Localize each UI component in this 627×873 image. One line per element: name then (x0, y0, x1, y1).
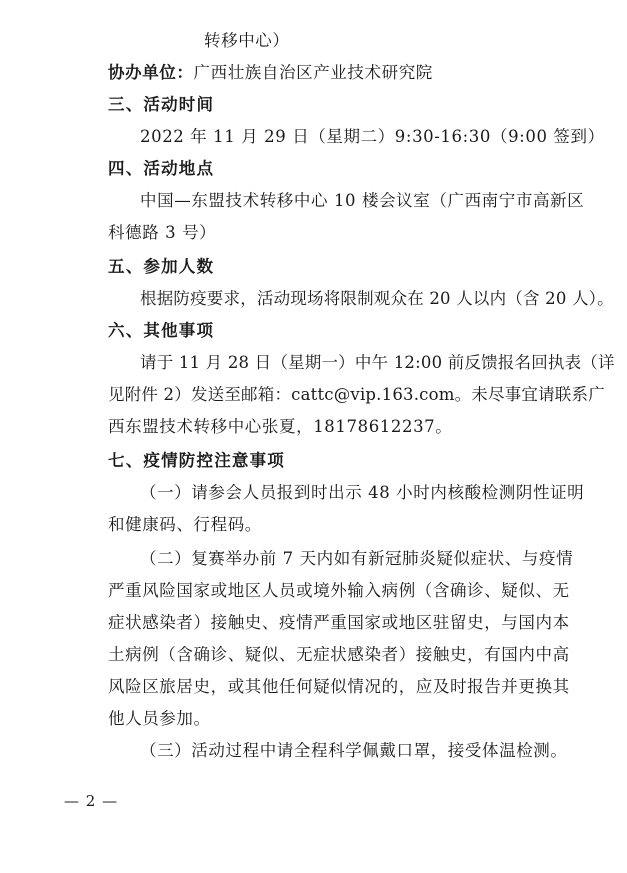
epidemic-item2-line2: 严重风险国家或地区人员或境外输入病例（含确诊、疑似、无 (108, 581, 570, 600)
section-heading-location: 四、活动地点 (108, 159, 215, 178)
section-heading-attendees: 五、参加人数 (108, 257, 215, 276)
event-time-text: 2022 年 11 月 29 日（星期二）9:30-16:30（9:00 签到） (140, 127, 605, 146)
epidemic-item2-line1: （二）复赛举办前 7 天内如有新冠肺炎疑似症状、与疫情 (140, 549, 574, 568)
epidemic-item2-line4: 土病例（含确诊、疑似、无症状感染者）接触史，有国内中高 (108, 645, 570, 664)
epidemic-item2-line5: 风险区旅居史，或其他任何疑似情况的，应及时报告并更换其 (108, 677, 570, 696)
section-heading-epidemic: 七、疫情防控注意事项 (108, 451, 285, 470)
attendees-text: 根据防疫要求，活动现场将限制观众在 20 人以内（含 20 人）。 (140, 289, 614, 308)
location-text-2: 科德路 3 号） (108, 223, 217, 242)
other-text-2: 见附件 2）发送至邮箱：cattc@vip.163.com。未尽事宜请联系广 (108, 385, 605, 404)
co-organizer-label: 协办单位： (108, 63, 194, 82)
other-text-1: 请于 11 月 28 日（星期一）中午 12:00 前反馈报名回执表（详 (140, 353, 615, 372)
co-organizer-line (108, 62, 433, 84)
co-organizer-value: 广西壮族自治区产业技术研究院 (193, 63, 433, 82)
epidemic-item3: （三）活动过程中请全程科学佩戴口罩，接受体温检测。 (140, 741, 568, 760)
section-heading-other: 六、其他事项 (108, 321, 215, 340)
organizer-continuation: 转移中心） (204, 31, 290, 50)
page-number: — 2 — (64, 792, 119, 810)
epidemic-item1-line1: （一）请参会人员报到时出示 48 小时内核酸检测阴性证明 (140, 483, 585, 502)
location-text-1: 中国—东盟技术转移中心 10 楼会议室（广西南宁市高新区 (140, 191, 585, 210)
epidemic-item2-line6: 他人员参加。 (108, 709, 211, 728)
epidemic-item1-line2: 和健康码、行程码。 (108, 515, 262, 534)
other-text-3: 西东盟技术转移中心张夏，18178612237。 (108, 417, 453, 436)
epidemic-item2-line3: 症状感染者）接触史、疫情严重国家或地区驻留史，与国内本 (108, 613, 570, 632)
section-heading-time: 三、活动时间 (108, 95, 215, 114)
